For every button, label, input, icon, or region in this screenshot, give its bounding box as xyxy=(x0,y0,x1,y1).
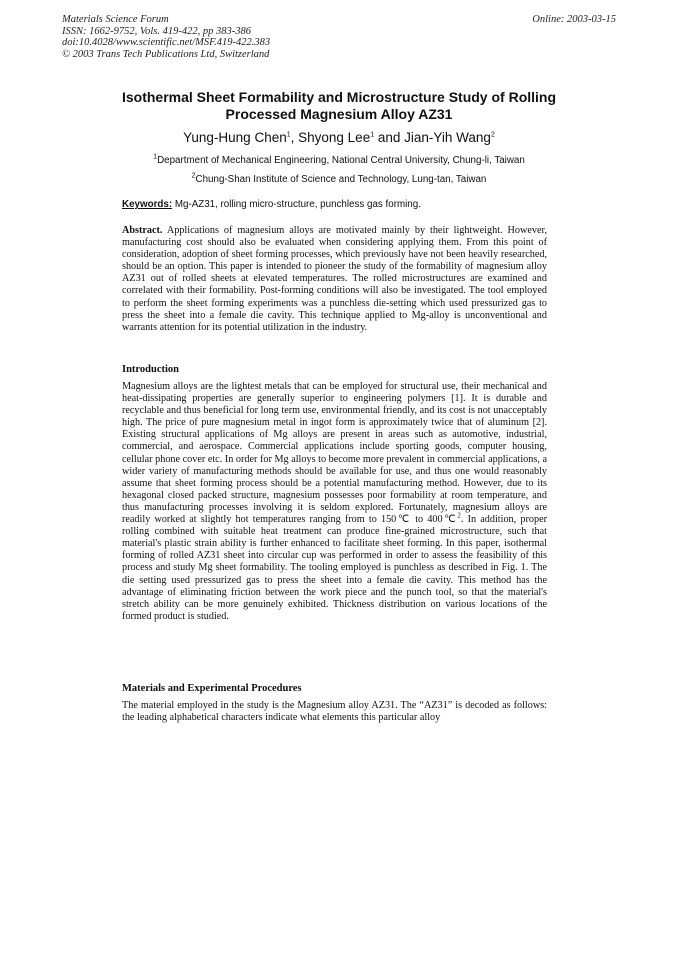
introduction-text-a: Magnesium alloys are the lightest metals that can be employed for structural use, their mechanical and heat-dissipating properties are generally superior to engineering polymers [1]. It is durable and recyclable and thus beneficial for long term use, environmental friendly, and its cost is not unacceptably high. The price of pure magnesium metal in ingot form is approximately twice that of aluminum [2]. Existing structural applications of Mg alloys are present in areas such as automotive, industrial, commercial, and aerospace. Commercial applications include sporting goods, computer housing, cellular phone cover etc. In order for Mg alloys to become more prevalent in commercial applications, a wider variety of manufacturing methods should be available for use, and thus one would reasonably assume that sheet forming process should be a potential manufacturing method. However, due to its hexagonal closed packed structure, magnesium possesses poor formability at room temperature, and thus manufacturing processes involving it is seldom explored. Fortunately, magnesium alloys are readily worked at slightly hot temperatures ranging from to 150℃ to 400℃ xyxy=(122,381,547,526)
affiliation-2 xyxy=(90,174,588,185)
affiliation-1-text: Department of Mechanical Engineering, National Central University, Chung-li, Taiwan xyxy=(157,155,525,166)
introduction-superscript: 2 xyxy=(457,511,461,520)
author-2: Shyong Lee xyxy=(298,130,371,145)
online-date: Online: 2003-03-15 xyxy=(532,14,616,25)
author-list xyxy=(100,130,578,145)
author-sep-1: , xyxy=(290,130,299,145)
author-2-affil: 1 xyxy=(370,131,375,139)
introduction-text-b: . In addition, proper rolling combined with suitable heat treatment can produce fine-grained microstructure, such that material's plastic strain ability is further enhanced to facilitate sheet forming. In this paper, isothermal forming of rolled AZ31 sheet into circular cup was performed in order to assess the feasibility of this process and study Mg sheet formability. The tooling employed is punchless as described in Fig. 1. The die setting used pressurized gas to press the sheet into a female die cavity. This method has the advantage of eliminating friction between the work piece and the punch tool, so that the material's stretch ability can be more genuinely exhibited. Thickness distribution on various locations of the formed product is studied. xyxy=(122,514,547,622)
abstract-text: Applications of magnesium alloys are motivated mainly by their lightweight. However, manufacturing cost should also be evaluated when considering applying them. From this point of consideration, adoption of sheet forming processes, which previously have not been heavily researched, should be an option. This paper is intended to pioneer the study of the formability of magnesium alloy AZ31 out of rolled sheets at elevated temperatures. The rolled microstructures are examined and correlated with their formability. Post-forming conditions will also be investigated. The tool employed to perform the sheet forming experiments was a punchless die-setting which used pressurized gas to press the sheet into a female die cavity. This technique applied to Mg-alloy is unconventional and warrants attention for its potential utilization in the industry. xyxy=(122,225,547,333)
author-3: Jian-Yih Wang xyxy=(404,130,491,145)
issn-line: ISSN: 1662-9752, Vols. 419-422, pp 383-386 xyxy=(62,25,251,37)
keywords-label: Keywords: xyxy=(122,199,173,210)
author-1: Yung-Hung Chen xyxy=(183,130,287,145)
affiliation-1-marker: 1 xyxy=(153,153,158,161)
abstract xyxy=(122,225,547,334)
copyright-line: © 2003 Trans Tech Publications Ltd, Switzerland xyxy=(62,48,270,60)
journal-header xyxy=(62,14,270,60)
keywords xyxy=(122,199,552,210)
methods-heading: Materials and Experimental Procedures xyxy=(122,683,302,694)
author-1-affil: 1 xyxy=(286,131,291,139)
author-sep-2: and xyxy=(374,130,405,145)
affiliation-1 xyxy=(90,155,588,166)
introduction-body xyxy=(122,381,547,623)
paper-title xyxy=(100,89,578,123)
author-3-affil: 2 xyxy=(490,131,495,139)
keywords-text: Mg-AZ31, rolling micro-structure, punchless gas forming. xyxy=(172,199,421,210)
methods-body: The material employed in the study is the Magnesium alloy AZ31. The “AZ31” is decoded as follows: the leading alphabetical characters indicate what elements this particular alloy xyxy=(122,700,547,724)
doi-line[interactable]: doi:10.4028/www.scientific.net/MSF.419-422.383 xyxy=(62,37,271,48)
title-line-1: Isothermal Sheet Formability and Microstructure Study of Rolling xyxy=(121,89,557,105)
introduction-heading: Introduction xyxy=(122,364,179,375)
affiliation-2-text: Chung-Shan Institute of Science and Technology, Lung-tan, Taiwan xyxy=(195,174,487,185)
affiliation-2-marker: 2 xyxy=(191,172,196,180)
abstract-label: Abstract. xyxy=(122,225,163,236)
journal-name: Materials Science Forum xyxy=(62,14,169,25)
title-line-2: Processed Magnesium Alloy AZ31 xyxy=(225,106,453,122)
